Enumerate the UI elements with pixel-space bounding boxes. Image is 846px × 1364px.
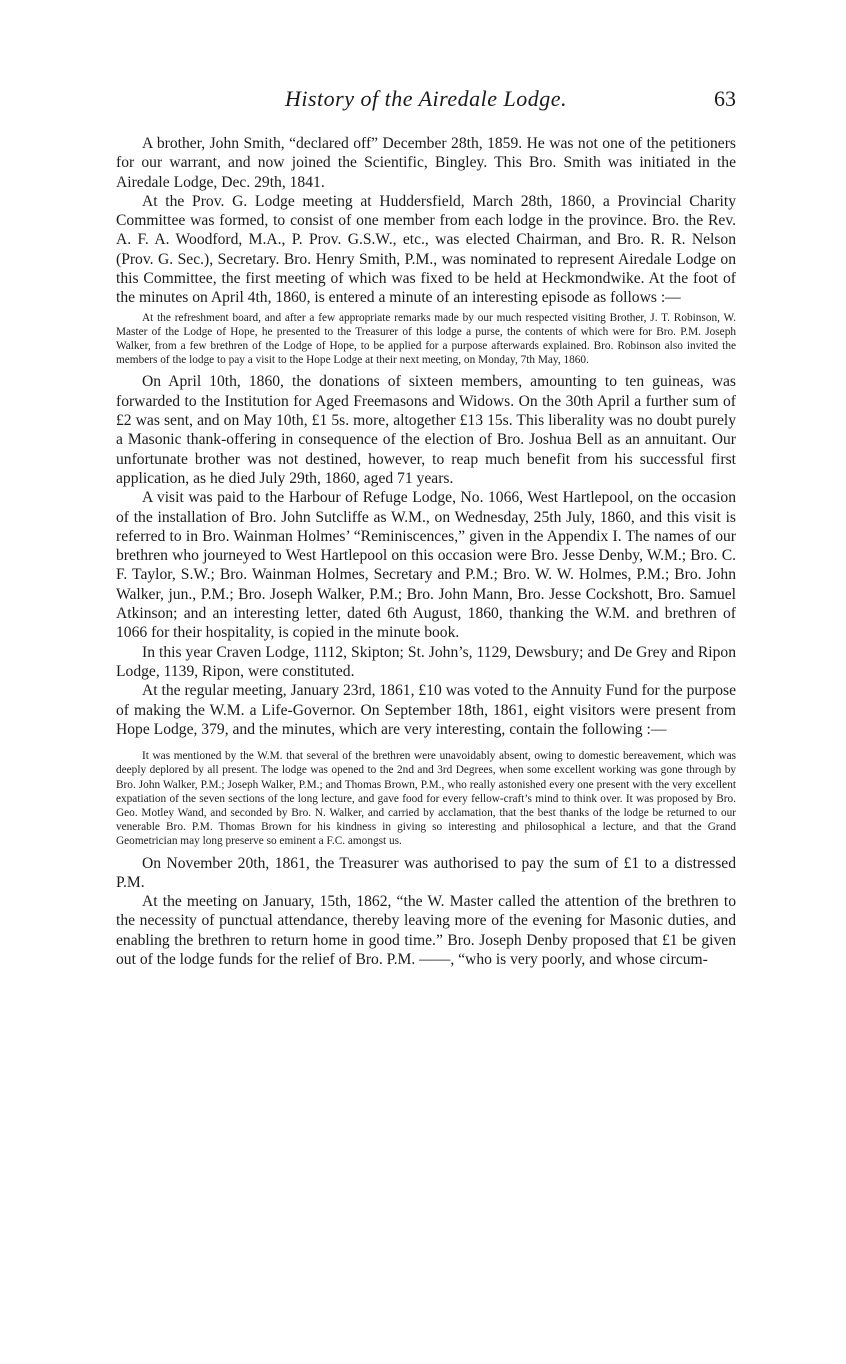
paragraph-donations: On April 10th, 1860, the donations of sixteen members, amounting to ten guineas, was forwarded to the Institution for Aged Freemasons and Widows. On the 30th April a further sum of £2 was sent, and on May 10th, £1 5s. more, altogether £13 15s. This liberality was no doubt purely a Masonic thank-offering in consequence of the election of Bro. Joshua Bell as an annuitant. Our unfortunate brother was not destined, however, to reap much benefit from his successful first application, as he died July 29th, 1860, aged 71 years.: [116, 373, 736, 487]
page-header: [116, 86, 736, 116]
paragraph-harbour-of-refuge-visit: A visit was paid to the Harbour of Refuge Lodge, No. 1066, West Hartlepool, on the occasion of the installation of Bro. John Sutcliffe as W.M., on Wednesday, 25th July, 1860, and this visit is referred to in Bro. Wainman Holmes’ “Reminiscences,” given in the Appendix I. The names of our brethren who journeyed to West Hartlepool on this occasion were Bro. Jesse Denby, W.M.; Bro. C. F. Taylor, S.W.; Bro. Wainman Holmes, Secretary and P.M.; Bro. W. W. Holmes, P.M.; Bro. John Walker, jun., P.M.; Bro. Joseph Walker, P.M.; Bro. John Mann, Bro. Jesse Cockshott, Bro. Samuel Atkinson; and an interesting letter, dated 6th August, 1860, thanking the W.M. and brethren of 1066 for their hospitality, is copied in the minute book.: [116, 489, 736, 642]
paragraph-distressed-pm: On November 20th, 1861, the Treasurer was authorised to pay the sum of £1 to a distressed P.M.: [116, 854, 736, 891]
paragraph-lodges-constituted: In this year Craven Lodge, 1112, Skipton; St. John’s, 1129, Dewsbury; and De Grey and Ripon Lodge, 1139, Ripon, were constituted.: [116, 643, 736, 680]
page-body: [116, 134, 736, 969]
quoted-minute-lecture: It was mentioned by the W.M. that several of the brethren were unavoidably absent, owing to domestic bereavement, which was deeply deplored by all present. The lodge was opened to the 2nd and 3rd Degrees, when some excellent working was gone through by Bro. John Walker, P.M.; Joseph Walker, P.M.; and Thomas Brown, P.M., who really astonished every one present with the very excellent expatiation of the seven sections of the long lecture, and gave food for every fellow-craft’s mind to think over. It was proposed by Bro. Geo. Motley Wand, and seconded by Bro. N. Walker, and carried by acclamation, that the best thanks of the lodge be returned to our venerable Bro. P.M. Thomas Brown for his kindness in giving so interesting and philosophical a lecture, and that the Grand Geometrician may long preserve so eminent a F.C. amongst us.: [116, 750, 736, 848]
quoted-minute-refreshment-board: At the refreshment board, and after a few appropriate remarks made by our much respected visiting Brother, J. T. Robinson, W. Master of the Lodge of Hope, he presented to the Treasurer of this lodge a purse, the contents of which were for Bro. P.M. Joseph Walker, from a few brethren of the Lodge of Hope, to be applied for a purpose afterwards explained. Bro. Robinson also invited the members of the lodge to pay a visit to the Hope Lodge at their next meeting, on Monday, 7th May, 1860.: [116, 311, 736, 367]
running-title: History of the Airedale Lodge.: [284, 86, 568, 111]
paragraph-annuity-fund: At the regular meeting, January 23rd, 1861, £10 was voted to the Annuity Fund for the purpose of making the W.M. a Life-Governor. On September 18th, 1861, eight visitors were present from Hope Lodge, 379, and the minutes, which are very interesting, contain the following :—: [116, 682, 736, 738]
paragraph-charity-committee: At the Prov. G. Lodge meeting at Huddersfield, March 28th, 1860, a Provincial Charity Committee was formed, to consist of one member from each lodge in the province. Bro. the Rev. A. F. A. Woodford, M.A., P. Prov. G.S.W., etc., was elected Chairman, and Bro. R. R. Nelson (Prov. G. Sec.), Secretary. Bro. Henry Smith, P.M., was nominated to represent Airedale Lodge on this Committee, the first meeting of which was fixed to be held at Heckmondwike. At the foot of the minutes on April 4th, 1860, is entered a minute of an interesting episode as follows :—: [116, 192, 736, 307]
paragraph-punctual-attendance: At the meeting on January, 15th, 1862, “the W. Master called the attention of the brethren to the necessity of punctual attendance, thereby leaving more of the evening for Masonic duties, and enabling the brethren to return home in good time.” Bro. Joseph Denby proposed that £1 be given out of the lodge funds for the relief of Bro. P.M. ——, “who is very poorly, and whose circum-: [116, 893, 736, 969]
page-number: 63: [714, 86, 736, 111]
paragraph-john-smith: A brother, John Smith, “declared off” December 28th, 1859. He was not one of the petitioners for our warrant, and now joined the Scientific, Bingley. This Bro. Smith was initiated in the Airedale Lodge, Dec. 29th, 1841.: [116, 135, 736, 191]
